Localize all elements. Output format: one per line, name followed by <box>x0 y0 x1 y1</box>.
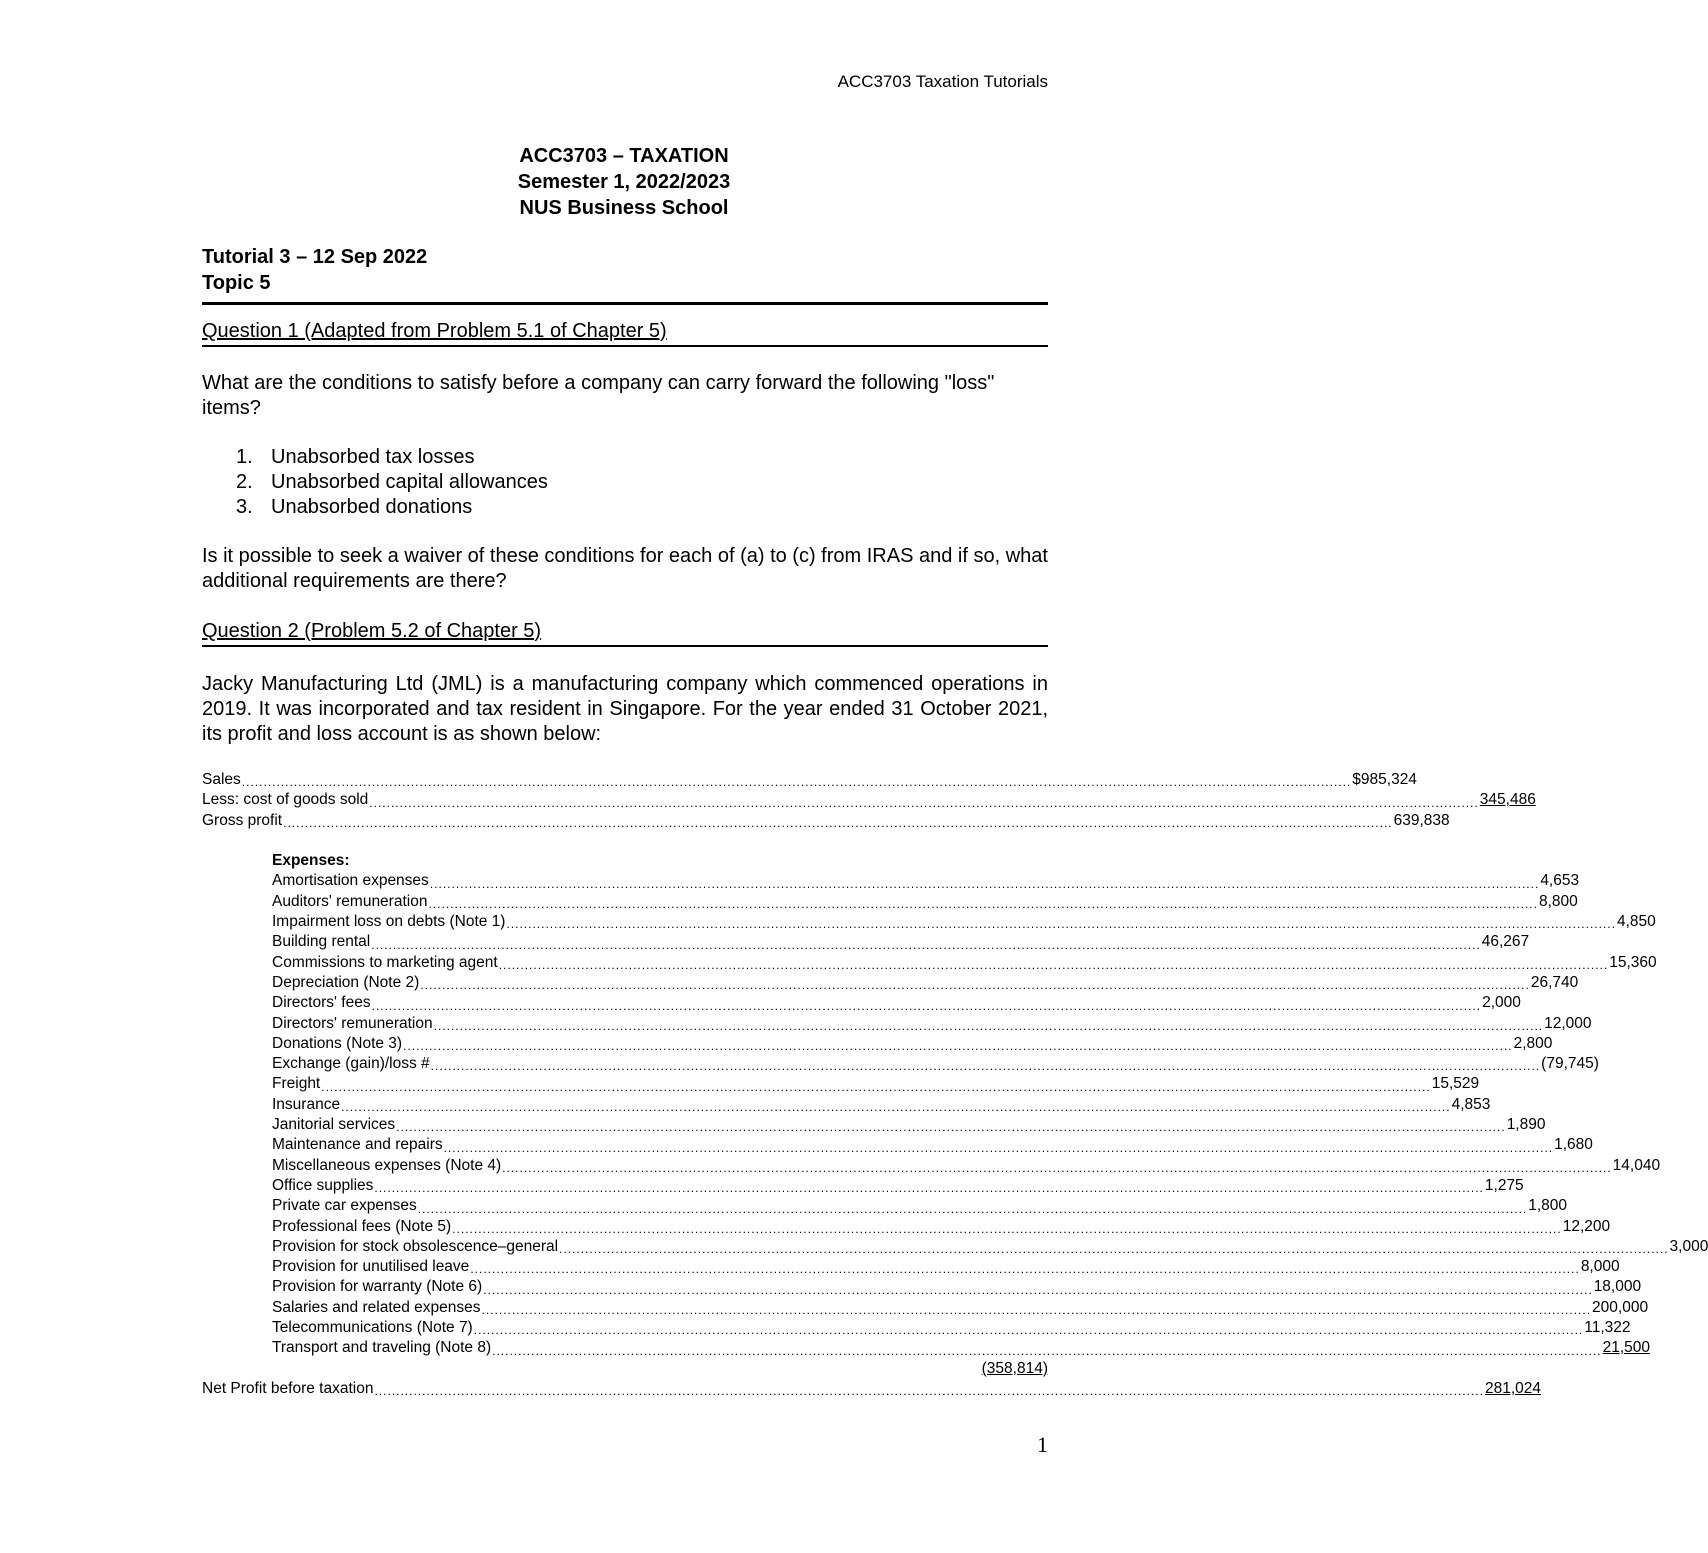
expense-amount: 4,653 <box>1540 872 1580 890</box>
topic-line: Topic 5 <box>202 272 271 294</box>
tutorial-date: Tutorial 3 – 12 Sep 2022 <box>202 246 428 268</box>
dot-leader: ................................................................................................................................................................................................................................................................ <box>433 1018 1544 1033</box>
expense-label: Professional fees (Note 5) <box>272 1217 452 1235</box>
page-number: 1 <box>1037 1432 1048 1457</box>
expense-row <box>202 1156 1661 1176</box>
dot-leader: ................................................................................................................................................................................................................................................................ <box>396 1120 1506 1135</box>
expense-label: Auditors' remuneration <box>272 892 428 910</box>
expense-label: Amortisation expenses <box>272 872 429 890</box>
dot-leader: ................................................................................................................................................................................................................................................................ <box>371 937 1481 952</box>
expense-row <box>202 1034 1553 1054</box>
expense-row <box>202 973 1579 993</box>
expense-amount: 46,267 <box>1481 933 1530 951</box>
question-1-list <box>236 445 548 520</box>
dot-leader: ................................................................................................................................................................................................................................................................ <box>374 1181 1484 1196</box>
expense-row <box>202 1054 1599 1074</box>
expense-label: Maintenance and repairs <box>272 1136 443 1154</box>
expense-amount: 21,500 <box>1602 1339 1651 1357</box>
expense-amount: 8,800 <box>1538 892 1578 910</box>
expense-label: Depreciation (Note 2) <box>272 973 420 991</box>
expense-label: Provision for warranty (Note 6) <box>272 1278 483 1296</box>
expense-amount: (79,745) <box>1541 1055 1599 1073</box>
list-item: 3. Unabsorbed donations <box>236 496 473 518</box>
expense-row <box>202 1074 1480 1094</box>
expense-row <box>202 953 1657 973</box>
dot-leader: ................................................................................................................................................................................................................................................................ <box>452 1221 1562 1236</box>
expense-row <box>202 932 1530 952</box>
expense-amount: 2,800 <box>1513 1034 1553 1052</box>
expense-row <box>202 1115 1546 1135</box>
expense-amount: 14,040 <box>1612 1156 1661 1174</box>
dot-leader: ................................................................................................................................................................................................................................................................ <box>430 1059 1541 1074</box>
expense-label: Directors' fees <box>272 994 371 1012</box>
expense-label: Janitorial services <box>272 1116 396 1134</box>
expense-label: Provision for unutilised leave <box>272 1258 470 1276</box>
table-row: Less: cost of goods sold ................................................................................................................................................................................................................................................................ 345,486 <box>202 791 1536 810</box>
semester-line: Semester 1, 2022/2023 <box>517 171 731 193</box>
expense-label: Miscellaneous expenses (Note 4) <box>272 1156 502 1174</box>
question-2-intro: Jacky Manufacturing Ltd (JML) is a manufacturing company which commenced operations in 2019. It was incorporated and tax resident in Singapore. For the year ended 31 October 2021, its profit and loss account is as shown below: <box>202 673 1048 745</box>
expense-row <box>202 1318 1631 1338</box>
expense-amount: 1,275 <box>1484 1176 1524 1194</box>
expense-row <box>202 1014 1592 1034</box>
expense-amount: 11,322 <box>1584 1319 1631 1337</box>
expense-amount: 26,740 <box>1530 973 1579 991</box>
question-2-heading: Question 2 (Problem 5.2 of Chapter 5) <box>202 619 1048 647</box>
expense-row <box>202 1095 1491 1115</box>
expense-row <box>202 1277 1642 1297</box>
expense-amount: 4,853 <box>1451 1095 1491 1113</box>
dot-leader: ................................................................................................................................................................................................................................................................ <box>321 1079 1431 1094</box>
expense-row <box>202 912 1656 932</box>
running-header: ACC3703 Taxation Tutorials <box>837 72 1048 91</box>
profit-loss-statement <box>202 770 1708 1399</box>
dot-leader: ................................................................................................................................................................................................................................................................ <box>559 1242 1669 1257</box>
document-title <box>200 143 1048 221</box>
expense-label: Freight <box>272 1075 321 1093</box>
expense-row <box>202 1217 1611 1237</box>
expense-label: Commissions to marketing agent <box>272 953 498 971</box>
expense-label: Telecommunications (Note 7) <box>272 1319 473 1337</box>
expense-row <box>202 1176 1524 1196</box>
dot-leader: ................................................................................................................................................................................................................................................................ <box>417 1201 1528 1216</box>
expense-amount: 12,200 <box>1562 1217 1611 1235</box>
dot-leader: ................................................................................................................................................................................................................................................................ <box>502 1160 1612 1175</box>
table-row: Sales ................................................................................................................................................................................................................................................................ $985,324 <box>202 771 1417 790</box>
expense-label: Impairment loss on debts (Note 1) <box>272 913 506 931</box>
net-profit-row: Net Profit before taxation ................................................................................................................................................................................................................................................................ 281,024 <box>202 1379 1541 1399</box>
question-1-followup: Is it possible to seek a waiver of these conditions for each of (a) to (c) from IRAS and if so, what additional requirements are there? <box>202 545 1048 592</box>
expense-row <box>202 871 1580 891</box>
expense-row <box>202 1237 1708 1257</box>
expenses-total-row: (358,814) <box>981 1359 1048 1377</box>
dot-leader: ................................................................................................................................................................................................................................................................ <box>341 1100 1451 1115</box>
dot-leader: ................................................................................................................................................................................................................................................................ <box>498 957 1609 972</box>
dot-leader: ................................................................................................................................................................................................................................................................ <box>506 917 1616 932</box>
expense-row <box>202 1135 1593 1155</box>
expense-amount: 15,529 <box>1431 1075 1480 1093</box>
expense-row <box>202 1196 1568 1216</box>
list-item: 1. Unabsorbed tax losses <box>236 446 475 468</box>
dot-leader: ................................................................................................................................................................................................................................................................ <box>481 1303 1592 1318</box>
expense-amount: 12,000 <box>1544 1014 1592 1032</box>
expense-amount: 1,680 <box>1554 1136 1593 1154</box>
expense-row <box>202 1298 1649 1318</box>
dot-leader: ................................................................................................................................................................................................................................................................ <box>473 1323 1584 1338</box>
expense-label: Donations (Note 3) <box>272 1034 403 1052</box>
expense-amount: 2,000 <box>1482 994 1521 1012</box>
course-title: ACC3703 – TAXATION <box>519 145 729 167</box>
dot-leader: ................................................................................................................................................................................................................................................................ <box>428 897 1538 912</box>
expense-amount: 18,000 <box>1593 1278 1642 1296</box>
expense-amount: 8,000 <box>1580 1258 1620 1276</box>
expense-row <box>202 1338 1651 1358</box>
dot-leader: ................................................................................................................................................................................................................................................................ <box>470 1262 1580 1277</box>
expense-label: Private car expenses <box>272 1197 417 1215</box>
expense-label: Insurance <box>272 1095 341 1113</box>
tutorial-info <box>202 244 427 296</box>
expenses-heading: Expenses: <box>272 852 350 870</box>
dot-leader: ................................................................................................................................................................................................................................................................ <box>429 876 1540 891</box>
expense-label: Salaries and related expenses <box>272 1298 481 1316</box>
expense-list <box>202 871 1708 1358</box>
expense-row <box>202 993 1521 1013</box>
dot-leader: ................................................................................................................................................................................................................................................................ <box>483 1282 1593 1297</box>
divider-rule <box>202 302 1048 305</box>
expense-label: Directors' remuneration <box>272 1014 433 1032</box>
expense-label: Transport and traveling (Note 8) <box>272 1339 492 1357</box>
expense-amount: 3,000 <box>1669 1237 1708 1255</box>
expense-row <box>202 1257 1620 1277</box>
question-1-intro: What are the conditions to satisfy before a company can carry forward the following "loss" items? <box>202 372 995 419</box>
expense-label: Exchange (gain)/loss # <box>272 1055 430 1073</box>
expense-amount: 1,890 <box>1506 1116 1546 1134</box>
expense-row <box>202 892 1578 912</box>
school-line: NUS Business School <box>519 197 729 219</box>
expense-label: Building rental <box>272 933 371 951</box>
dot-leader: ................................................................................................................................................................................................................................................................ <box>492 1343 1602 1358</box>
question-1-heading: Question 1 (Adapted from Problem 5.1 of Chapter 5) <box>202 319 1048 347</box>
expense-label: Office supplies <box>272 1176 374 1194</box>
expense-amount: 200,000 <box>1592 1298 1649 1316</box>
dot-leader: ................................................................................................................................................................................................................................................................ <box>371 998 1482 1013</box>
dot-leader: ................................................................................................................................................................................................................................................................ <box>443 1140 1554 1155</box>
expense-amount: 1,800 <box>1528 1197 1568 1215</box>
expense-amount: 4,850 <box>1616 913 1656 931</box>
list-item: 2. Unabsorbed capital allowances <box>236 471 548 493</box>
dot-leader: ................................................................................................................................................................................................................................................................ <box>403 1039 1513 1054</box>
table-row: Gross profit ................................................................................................................................................................................................................................................................ 639,838 <box>202 811 1450 830</box>
expense-amount: 15,360 <box>1609 953 1657 971</box>
dot-leader: ................................................................................................................................................................................................................................................................ <box>420 978 1530 993</box>
expense-label: Provision for stock obsolescence–general <box>272 1237 559 1255</box>
